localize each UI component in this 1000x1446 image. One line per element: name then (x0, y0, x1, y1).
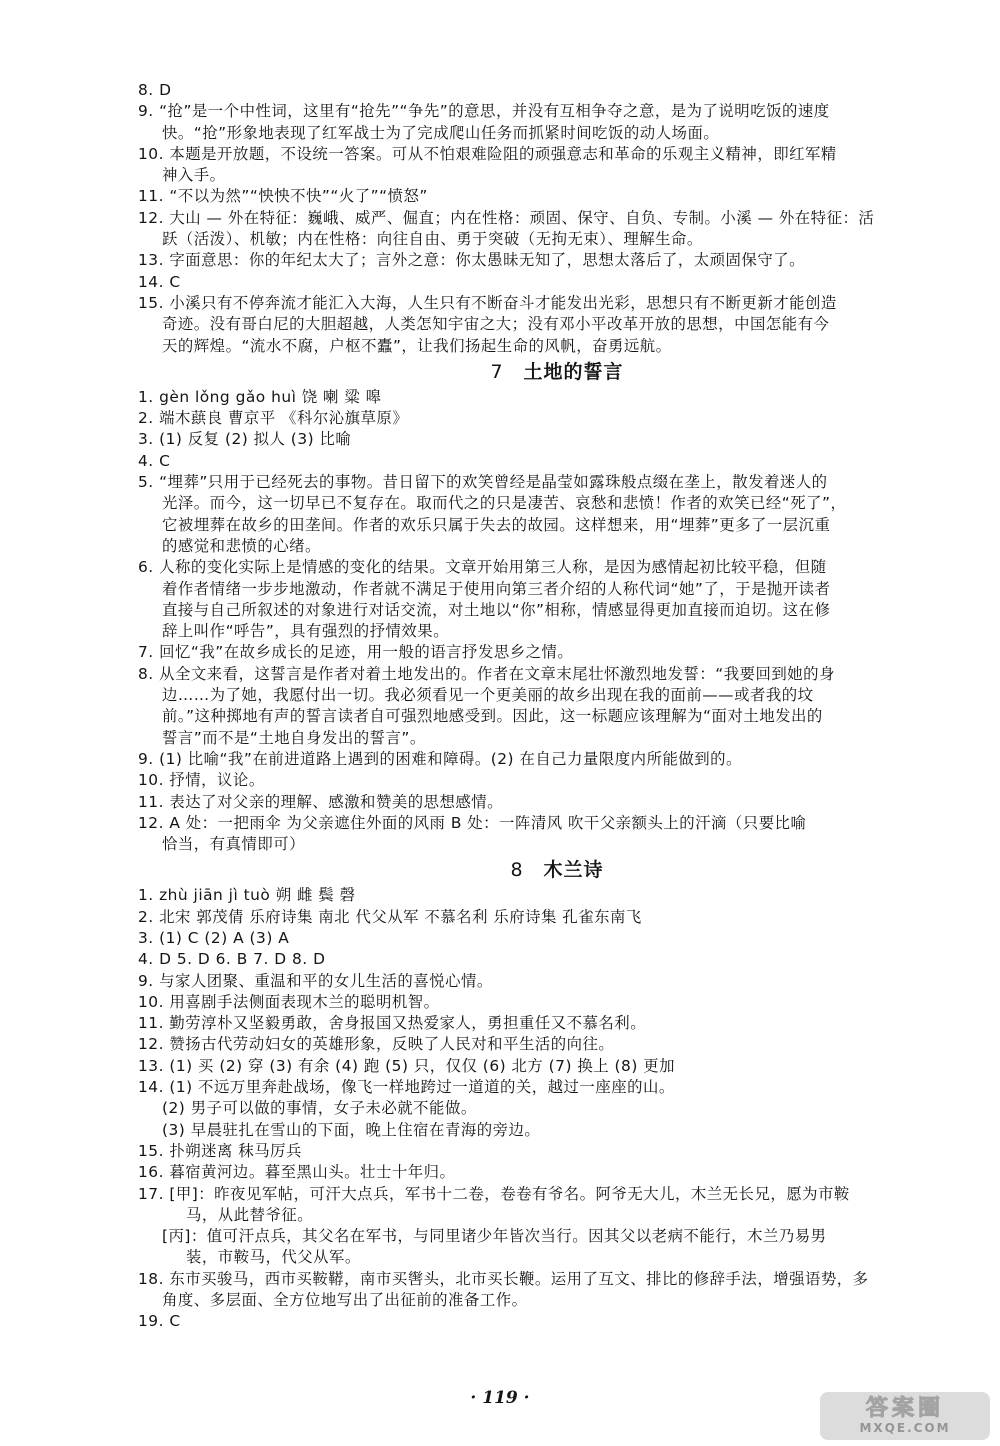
answer-line: 14. (1) 不远万里奔赴战场，像飞一样地跨过一道道的关，越过一座座的山。 (138, 1078, 675, 1097)
answer-line: 奇迹。没有哥白尼的大胆超越，人类怎知宇宙之大；没有邓小平改革开放的思想，中国怎能有今 (162, 315, 830, 334)
page-number: · 119 · (470, 1388, 530, 1408)
answer-line: 装，市鞍马，代父从军。 (186, 1248, 361, 1267)
answer-line: 6. 人称的变化实际上是情感的变化的结果。文章开始用第三人称，是因为感情起初比较平稳，但随 (138, 558, 827, 577)
section-title: 木兰诗 (543, 859, 604, 882)
answer-line: 恰当，有真情即可） (162, 835, 306, 854)
section-heading-8 (138, 855, 976, 885)
answer-line: 11. “不以为然”“怏怏不快”“火了”“愤怒” (138, 187, 428, 206)
answer-line: 9. 与家人团聚、重温和平的女儿生活的喜悦心情。 (138, 971, 493, 990)
answer-line: 12. A 处：一把雨伞 为父亲遮住外面的风雨 B 处：一阵清风 吹干父亲额头上的汗滴（只要比喻 (138, 813, 807, 832)
answer-line: 7. 回忆“我”在故乡成长的足迹，用一般的语言抒发思乡之情。 (138, 643, 574, 662)
answer-line: 5. “埋葬”只用于已经死去的事物。昔日留下的欢笑曾经是晶莹如露珠般点缀在垄上，散发着迷人的 (138, 473, 828, 492)
answer-line: 13. 字面意思：你的年纪太大了；言外之意：你太愚昧无知了，思想太落后了，太顽固保守了。 (138, 251, 805, 270)
answer-line: 快。“抢”形象地表现了红军战士为了完成爬山任务而抓紧时间吃饭的动人场面。 (162, 123, 720, 142)
answer-line: 9. “抢”是一个中性词，这里有“抢先”“争先”的意思，并没有互相争夺之意，是为了说明吃饭的速度 (138, 102, 830, 121)
answer-line: 誓言”而不是“土地自身发出的誓言”。 (162, 728, 426, 747)
watermark-logo (820, 1392, 990, 1440)
answer-line: 16. 暮宿黄河边。暮至黑山头。壮士十年归。 (138, 1163, 456, 1182)
answer-line: 的感觉和悲愤的心绪。 (162, 536, 321, 555)
answer-page (138, 80, 976, 1333)
answer-line: 它被埋葬在故乡的田垄间。作者的欢乐只属于失去的故园。这样想来，用“埋葬”更多了一层沉重 (162, 515, 831, 534)
answer-line: 边……为了她，我愿付出一切。我必须看见一个更美丽的故乡出现在我的面前——或者我的坟 (162, 686, 814, 705)
answer-line: 角度、多层面、全方位地写出了出征前的准备工作。 (162, 1291, 528, 1310)
answer-line: 3. (1) C (2) A (3) A (138, 928, 290, 947)
answer-line: 马，从此替爷征。 (186, 1205, 314, 1224)
answer-line: 10. 用喜剧手法侧面表现木兰的聪明机智。 (138, 992, 440, 1011)
answer-line: 10. 抒情，议论。 (138, 771, 265, 790)
answer-line: 10. 本题是开放题，不设统一答案。可从不怕艰难险阻的顽强意志和革命的乐观主义精神，即红军精 (138, 144, 837, 163)
answer-line: 3. (1) 反复 (2) 拟人 (3) 比喻 (138, 430, 352, 449)
answer-line: 15. 小溪只有不停奔流才能汇入大海，人生只有不断奋斗才能发出光彩，思想只有不断更新才能创造 (138, 293, 837, 312)
section-title: 土地的誓言 (523, 360, 624, 383)
answer-line: 18. 东市买骏马，西市买鞍鞯，南市买辔头，北市买长鞭。运用了互文、排比的修辞手法，增强语势，多 (138, 1269, 869, 1288)
answer-line: 11. 表达了对父亲的理解、感激和赞美的思想感情。 (138, 792, 504, 811)
answer-line: 1. zhù jiān jì tuò 朔 雌 鬓 磬 (138, 886, 356, 905)
answer-line: 11. 勤劳淳朴又坚毅勇敢，舍身报国又热爱家人，勇担重任又不慕名利。 (138, 1014, 647, 1033)
answer-line: 8. 从全文来看，这誓言是作者对着土地发出的。作者在文章末尾壮怀激烈地发誓：“我要回到她的身 (138, 664, 835, 683)
answer-line: 1. gèn lǒng gǎo huì 饶 喇 粱 嗥 (138, 387, 382, 406)
answer-line: 9. (1) 比喻“我”在前进道路上遇到的困难和障碍。(2) 在自己力量限度内所能做到的。 (138, 749, 742, 768)
answer-line: 15. 扑朔迷离 秣马厉兵 (138, 1141, 302, 1160)
answer-line: 4. D 5. D 6. B 7. D 8. D (138, 950, 326, 969)
section-number: 7 (490, 360, 504, 383)
answer-line: [丙]：值可汗点兵，其父名在军书，与同里诸少年皆次当行。因其父以老病不能行，木兰乃易男 (162, 1227, 827, 1246)
watermark-url: MXQE.COM (859, 1421, 951, 1435)
answer-line: 着作者情绪一步步地激动，作者就不满足于使用向第三者介绍的人称代词“她”了，于是抛开读者 (162, 579, 831, 598)
answer-line: 神入手。 (162, 166, 226, 185)
answer-line: (3) 早晨驻扎在雪山的下面，晚上住宿在青海的旁边。 (162, 1120, 541, 1139)
answer-line: 13. (1) 买 (2) 穿 (3) 有余 (4) 跑 (5) 只，仅仅 (6) 北方 (7) 换上 (8) 更加 (138, 1056, 676, 1075)
answer-line: 17. [甲]：昨夜见军帖，可汗大点兵，军书十二卷，卷卷有爷名。阿爷无大儿，木兰无长兄，愿为市鞍 (138, 1184, 850, 1203)
answer-line: 4. C (138, 451, 171, 470)
answer-line: 12. 赞扬古代劳动妇女的英雄形象，反映了人民对和平生活的向往。 (138, 1035, 615, 1054)
section-number: 8 (510, 859, 524, 882)
answer-line: 天的辉煌。“流水不腐，户枢不蠹”，让我们扬起生命的风帆，奋勇远航。 (162, 336, 672, 355)
answer-line: 8. D (138, 81, 172, 99)
section-heading-7 (138, 357, 976, 387)
answer-line: 14. C (138, 272, 181, 291)
answer-line: 12. 大山 — 外在特征：巍峨、威严、倔直；内在性格：顽固、保守、自负、专制。小溪 — 外在特征：活 (138, 208, 875, 227)
answer-line: 辞上叫作“呼告”，具有强烈的抒情效果。 (162, 622, 450, 641)
answer-line: 2. 北宋 郭茂倩 乐府诗集 南北 代父从军 不慕名利 乐府诗集 孔雀东南飞 (138, 907, 642, 926)
answer-line: (2) 男子可以做的事情，女子未必就不能做。 (162, 1099, 477, 1118)
answer-line: 跃（活泼）、机敏；内在性格：向往自由、勇于突破（无拘无束）、理解生命。 (162, 230, 703, 249)
answer-line: 直接与自己所叙述的对象进行对话交流，对土地以“你”相称，情感显得更加直接而迫切。这在修 (162, 600, 831, 619)
answer-line: 光泽。而今，这一切早已不复存在。取而代之的只是凄苦、哀愁和悲愤！作者的欢笑已经“死了”， (162, 494, 847, 513)
watermark-title: 答案圈 (865, 1396, 944, 1421)
answer-line: 19. C (138, 1312, 181, 1331)
answer-line: 2. 端木蕻良 曹京平 《科尔沁旗草原》 (138, 409, 409, 428)
answer-line: 前。”这种掷地有声的誓言读者自可强烈地感受到。因此，这一标题应该理解为“面对土地发出的 (162, 707, 823, 726)
